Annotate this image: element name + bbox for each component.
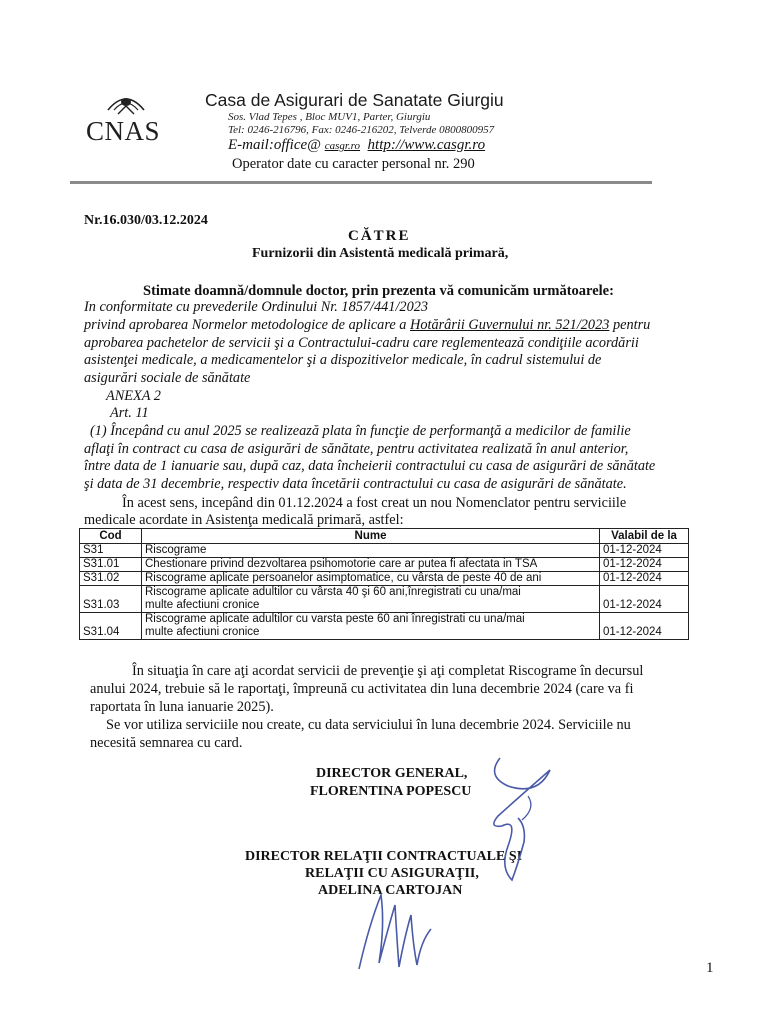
closing-line-3: raportata în luna ianuarie 2025). — [90, 699, 274, 715]
cell-data: 01-12-2024 — [600, 613, 689, 640]
hg-reference: Hotărârii Guvernului nr. 521/2023 — [410, 317, 610, 333]
relations-title-1: DIRECTOR RELAŢII CONTRACTUALE ŞI — [245, 849, 523, 864]
catre-heading: CĂTRE — [348, 228, 411, 244]
cell-nume: Riscograme aplicate adultilor cu varsta peste 60 ani înregistrati cu una/mai multe afectiuni cronice — [142, 613, 600, 640]
director-title: DIRECTOR GENERAL, — [316, 766, 468, 781]
cell-data: 01-12-2024 — [600, 544, 689, 558]
art-line-2: aflaţi în contract cu casa de asigurări de sănătate, pentru activitatea realizată în anul anterior, — [84, 441, 629, 457]
director-signature-icon — [478, 756, 558, 896]
page-number: 1 — [706, 960, 714, 976]
relations-name: ADELINA CARTOJAN — [318, 883, 463, 898]
col-header-valabil: Valabil de la — [600, 529, 689, 544]
table-row — [80, 586, 689, 613]
col-header-cod: Cod — [80, 529, 142, 544]
email-line — [228, 137, 485, 154]
email-domain[interactable]: casgr.ro — [324, 140, 361, 152]
address-line: Sos. Vlad Tepes , Bloc MUV1, Parter, Giurgiu — [228, 111, 431, 123]
sens-line-1: În acest sens, incepând din 01.12.2024 a fost creat un nou Nomenclator pentru serviciile — [122, 495, 627, 511]
intro-line-1: In conformitate cu prevederile Ordinului Nr. 1857/441/2023 — [84, 299, 429, 315]
intro-line-3: aprobarea pachetelor de servicii şi a Contractului-cadru care reglementează condiţiile acordării — [84, 335, 639, 351]
table-row — [80, 613, 689, 640]
cnas-logo-text: CNAS — [86, 116, 161, 146]
cell-nume: Riscograme aplicate adultilor cu vârsta 40 şi 60 ani,înregistrati cu una/mai multe afectiuni cronice — [142, 586, 600, 613]
closing-line-4: Se vor utiliza serviciile nou create, cu data serviciului în luna decembrie 2024. Serviciile nu — [106, 717, 631, 733]
director-name: FLORENTINA POPESCU — [310, 784, 472, 799]
art-line-3: între data de 1 ianuarie sau, după caz, data încheierii contractului cu casa de asigurări de sănătate — [84, 458, 656, 474]
art-line-1: (1) Începând cu anul 2025 se realizează plata în funcţie de performanţă a medicilor de familie — [90, 423, 631, 439]
phone-line: Tel: 0246-216796, Fax: 0246-216202, Telverde 0800800957 — [228, 124, 495, 136]
cell-cod: S31.03 — [80, 586, 142, 613]
cell-cod: S31.04 — [80, 613, 142, 640]
table-row — [80, 544, 689, 558]
document-number: Nr.16.030/03.12.2024 — [84, 213, 208, 228]
table-row — [80, 572, 689, 586]
nomenclator-table — [79, 528, 689, 640]
cell-data: 01-12-2024 — [600, 558, 689, 572]
header-divider — [70, 181, 652, 184]
greeting: Stimate doamnă/domnule doctor, prin prezenta vă comunicăm următoarele: — [143, 283, 614, 299]
cnas-logo-icon — [104, 88, 148, 118]
org-name: Casa de Asigurari de Sanatate Giurgiu — [205, 90, 504, 110]
closing-line-5: necesită semnarea cu card. — [90, 735, 243, 751]
relations-title-2: RELAŢII CU ASIGURAŢII, — [305, 866, 479, 881]
annex-label: ANEXA 2 — [106, 388, 161, 404]
article-label: Art. 11 — [110, 405, 149, 421]
col-header-nume: Nume — [142, 529, 600, 544]
website-link[interactable]: http://www.casgr.ro — [367, 137, 486, 153]
email-label: E-mail:office@ — [228, 137, 321, 153]
operator-line: Operator date cu caracter personal nr. 290 — [232, 156, 475, 172]
table-header-row — [80, 529, 689, 544]
art-line-4: şi data de 31 decembrie, respectiv data încetării contractului cu casa de asigurări de sănătate. — [84, 476, 627, 492]
sens-line-2: medicale acordate in Asistenţa medicală primară, astfel: — [84, 512, 404, 528]
cell-cod: S31.01 — [80, 558, 142, 572]
recipients-line: Furnizorii din Asistentă medicală primară, — [252, 246, 509, 261]
table-row — [80, 558, 689, 572]
cell-nume: Chestionare privind dezvoltarea psihomotorie care ar putea fi afectata in TSA — [142, 558, 600, 572]
relations-signature-icon — [355, 885, 435, 975]
cell-nume: Riscograme — [142, 544, 600, 558]
intro-line-5: asigurări sociale de sănătate — [84, 370, 251, 386]
intro-line-2: privind aprobarea Normelor metodologice de aplicare a Hotărârii Guvernului nr. 521/2023 pentru — [84, 317, 651, 333]
closing-line-1: În situaţia în care aţi acordat servicii de prevenţie şi aţi completat Riscograme în decursul — [132, 663, 644, 679]
cell-data: 01-12-2024 — [600, 572, 689, 586]
cell-data: 01-12-2024 — [600, 586, 689, 613]
cell-nume: Riscograme aplicate persoanelor asimptomatice, cu vârsta de peste 40 de ani — [142, 572, 600, 586]
closing-line-2: anului 2024, trebuie să le raportaţi, împreună cu activitatea din luna decembrie 2024 (care va fi — [90, 681, 634, 697]
cell-cod: S31.02 — [80, 572, 142, 586]
intro-line-4: asistenţei medicale, a medicamentelor şi a dispozitivelor medicale, în cadrul sistemului de — [84, 352, 602, 368]
cell-cod: S31 — [80, 544, 142, 558]
